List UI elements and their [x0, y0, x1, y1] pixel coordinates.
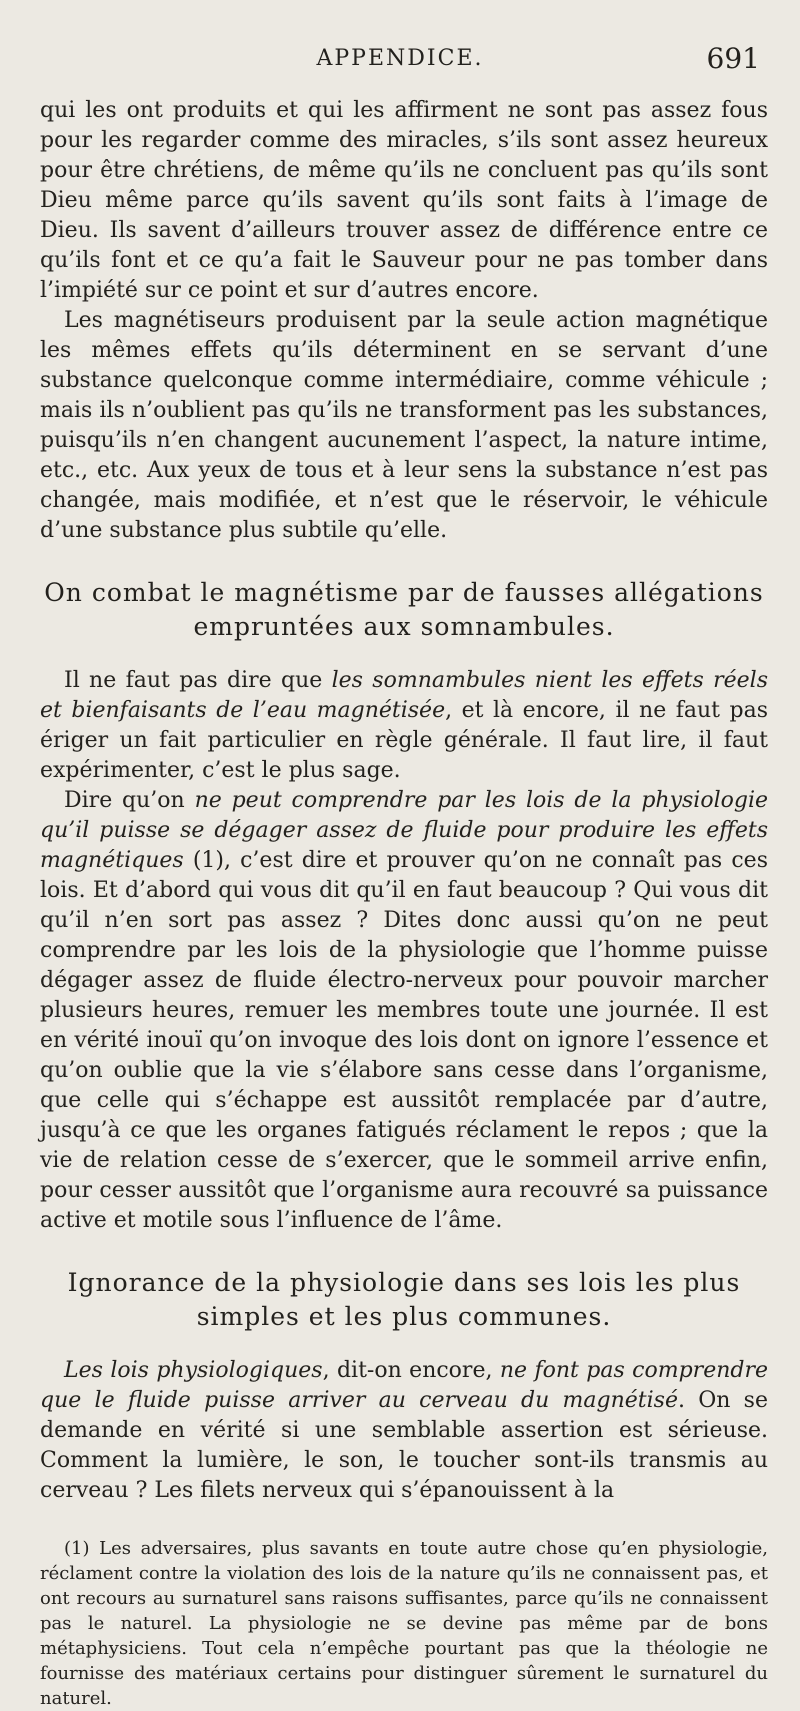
section-heading-ignorance: Ignorance de la physiologie dans ses lois les plus simples et les plus communes.	[67, 1268, 741, 1331]
paragraph-continuation: qui les ont produits et qui les affirment ne sont pas assez fous pour les regarder comme des miracles, s’ils sont assez heureux pour être chrétiens, de même qu’ils ne concluent pas qu’ils sont Dieu même parce qu’ils savent qu’ils sont faits à l’image de Dieu. Ils savent d’ailleurs trouver assez de différence entre ce qu’ils font et ce qu’a fait le Sauveur pour ne pas tomber dans l’impiété sur ce point et sur d’autres encore.	[40, 98, 768, 303]
italic-quote: ne font pas comprendre que le fluide puisse arriver au cerveau du magnétisé	[40, 1358, 769, 1413]
paragraph-lois: Les lois physiologiques, dit-on encore, ne font pas comprendre que le fluide puisse arriver au cerveau du magnétisé. On se demande en vérité si une semblable assertion est sérieuse. Comment la lumière, le son, le toucher sont-ils transmis au cerveau ? Les filets nerveux qui s’épanouissent à la	[40, 1358, 769, 1503]
italic-quote: Les lois physiologiques	[64, 1358, 323, 1383]
italic-quote: les somnambules nient les effets réels et bienfaisants de l’eau magnétisée	[40, 668, 769, 723]
italic-quote: ne peut comprendre par les lois de la physiologie qu’il puisse se dégager assez de fluide pour produire les effets magnétiques	[40, 788, 769, 873]
paragraph-somnambules: Il ne faut pas dire que les somnambules nient les effets réels et bienfaisants de l’eau magnétisée, et là encore, il ne faut pas ériger un fait particulier en règle générale. Il faut lire, il faut expérimenter, c’est le plus sage.	[40, 668, 769, 783]
footnote	[40, 1536, 768, 1711]
section-heading-allegations: On combat le magnétisme par de fausses allégations empruntées aux somnambules.	[44, 578, 764, 641]
paragraph-physiologie: Dire qu’on ne peut comprendre par les lois de la physiologie qu’il puisse se dégager assez de fluide pour produire les effets magnétiques (1), c’est dire et prouver qu’on ne connaît pas ces lois. Et d’abord qui vous dit qu’il en faut beaucoup ? Qui vous dit qu’il n’en sort pas assez ? Dites donc aussi qu’on ne peut comprendre par les lois de la physiologie que l’homme puisse dégager assez de fluide électro-nerveux pour pouvoir marcher plusieurs heures, remuer les membres toute une journée. Il est en vérité inouï qu’on invoque des lois dont on ignore l’essence et qu’on oublie que la vie s’élabore sans cesse dans l’organisme, que celle qui s’échappe est aussitôt remplacée par d’autre, jusqu’à ce que les organes fatigués réclament le repos ; que la vie de relation cesse de s’exercer, que le sommeil arrive enfin, pour cesser aussitôt que l’organisme aura recouvré sa puissance active et motile sous l’influence de l’âme.	[40, 788, 769, 1233]
page-header	[0, 42, 800, 82]
paragraph-magnetiseurs: Les magnétiseurs produisent par la seule action magnétique les mêmes effets qu’ils déterminent en se servant d’une substance quelconque comme intermédiaire, comme véhicule ; mais ils n’oublient pas qu’ils ne transforment pas les substances, puisqu’ils n’en changent aucunement l’aspect, la nature intime, etc., etc. Aux yeux de tous et à leur sens la substance n’est pas changée, mais modifiée, et n’est que le réservoir, le véhicule d’une substance plus subtile qu’elle.	[40, 308, 768, 543]
main-text	[40, 96, 768, 1711]
running-title: APPENDICE.	[316, 46, 484, 71]
page-number: 691	[706, 42, 760, 75]
footnote-text: (1) Les adversaires, plus savants en toute autre chose qu’en physiologie, réclament contre la violation des lois de la nature qu’ils ne connaissent pas, et ont recours au surnaturel sans raisons suffisantes, parce qu’ils ne connaissent pas le naturel. La physiologie ne se devine pas même par de bons métaphysiciens. Tout cela n’empêche pourtant pas que la théologie ne fournisse des matériaux certains pour distinguer sûrement le surnaturel du naturel.	[40, 1538, 768, 1709]
